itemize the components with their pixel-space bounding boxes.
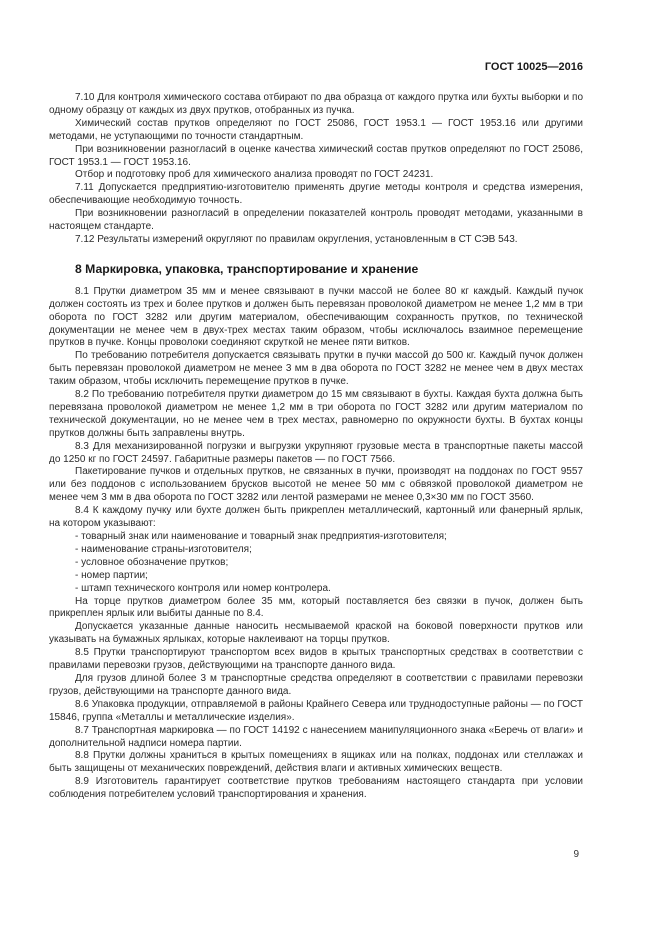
paragraph: 8.1 Прутки диаметром 35 мм и менее связывают в пучки массой не более 80 кг каждый. Каждый пучок должен состоять из трех и более прутков и должен быть перевязан проволокой диаметром не менее 1,2 мм в три оборота по ГОСТ 3282 или другим материалом, обеспечивающим сохранность прутков, по технической документации не менее чем в двух-трех местах таким образом, чтобы исключалось взаимное перемещение прутков в пучке. Концы проволоки соединяют скруткой не менее пяти витков. [49, 285, 583, 349]
list-item: - условное обозначение прутков; [75, 556, 229, 568]
paragraph: 8.6 Упаковка продукции, отправляемой в районы Крайнего Севера или труднодоступные районы — по ГОСТ 15846, группа «Металлы и металлические изделия». [49, 698, 583, 723]
list-item: - наименование страны-изготовителя; [75, 543, 252, 555]
paragraph: Допускается указанные данные наносить несмываемой краской на боковой поверхности прутков или указывать на бумажных ярлыках, которые наклеивают на торцы прутков. [49, 621, 583, 646]
paragraph: Отбор и подготовку проб для химического анализа проводят по ГОСТ 24231. [75, 169, 434, 181]
paragraph: Химический состав прутков определяют по ГОСТ 25086, ГОСТ 1953.1 — ГОСТ 1953.16 или другими методами, не уступающими по точности стандартным. [49, 117, 583, 142]
paragraph: Пакетирование пучков и отдельных прутков, не связанных в пучки, производят на поддонах по ГОСТ 9557 или без поддонов с использованием брусков высотой не менее 50 мм с обвязкой проволокой диаметром не менее чем 3 мм в два оборота по ГОСТ 3282 или лентой размерами не менее 0,3×30 мм по ГОСТ 3560. [49, 466, 583, 504]
paragraph: 8.5 Прутки транспортируют транспортом всех видов в крытых транспортных средствах в соответствии с правилами перевозки грузов, действующими на транспорте данного вида. [49, 647, 583, 672]
document-body [49, 92, 583, 802]
paragraph: По требованию потребителя допускается связывать прутки в пучки массой до 500 кг. Каждый пучок должен быть перевязан проволокой диаметром не менее 3 мм в два оборота по ГОСТ 3282 не менее чем в двух местах таким образом, чтобы исключить перемещение прутков в пучке. [49, 350, 583, 388]
section-heading: 8 Маркировка, упаковка, транспортирование и хранение [75, 261, 419, 276]
page-number: 9 [573, 849, 579, 860]
paragraph: При возникновении разногласий в оценке качества химический состав прутков определяют по ГОСТ 25086, ГОСТ 1953.1 — ГОСТ 1953.16. [49, 143, 583, 168]
paragraph: 8.7 Транспортная маркировка — по ГОСТ 14192 с нанесением манипуляционного знака «Беречь от влаги» и дополнительной надписи номера партии. [49, 724, 583, 749]
list-item: - штамп технического контроля или номер контролера. [75, 582, 331, 594]
paragraph: Для грузов длиной более 3 м транспортные средства определяют в соответствии с правилами перевозки грузов, действующими на транспорте данного вида. [49, 672, 583, 697]
paragraph: 7.11 Допускается предприятию-изготовителю применять другие методы контроля и средства измерения, обеспечивающие необходимую точность. [49, 182, 583, 207]
paragraph: При возникновении разногласий в определении показателей контроль проводят методами, указанными в настоящем стандарте. [49, 208, 583, 233]
paragraph: 7.10 Для контроля химического состава отбирают по два образца от каждого прутка или бухты выборки и по одному образцу от каждых из двух прутков, отобранных из пучка. [49, 92, 583, 116]
document-header: ГОСТ 10025—2016 [484, 61, 583, 73]
list-item: - номер партии; [75, 569, 148, 581]
paragraph: 7.12 Результаты измерений округляют по правилам округления, установленным в СТ СЭВ 543. [75, 233, 518, 245]
paragraph: На торце прутков диаметром более 35 мм, который поставляется без связки в пучок, должен быть прикреплен ярлык или выбиты данные по 8.4. [49, 595, 583, 620]
paragraph: 8.4 К каждому пучку или бухте должен быть прикреплен металлический, картонный или фанерный ярлык, на котором указывают: [49, 505, 583, 530]
paragraph: 8.9 Изготовитель гарантирует соответствие прутков требованиям настоящего стандарта при условии соблюдения потребителем условий транспортирования и хранения. [49, 776, 583, 801]
list-item: - товарный знак или наименование и товарный знак предприятия-изготовителя; [75, 531, 447, 542]
paragraph: 8.3 Для механизированной погрузки и выгрузки укрупняют грузовые места в транспортные пакеты массой до 1250 кг по ГОСТ 24597. Габаритные размеры пакетов — по ГОСТ 7566. [49, 440, 583, 465]
paragraph: 8.2 По требованию потребителя прутки диаметром до 15 мм связывают в бухты. Каждая бухта должна быть перевязана проволокой диаметром не менее 1,2 мм в три оборота по ГОСТ 3282 или другим материалом по технической документации, но не менее чем в трех местах, равномерно по окружности бухты. В бухтах концы прутков должны быть заправлены внутрь. [49, 389, 583, 439]
paragraph: 8.8 Прутки должны храниться в крытых помещениях в ящиках или на полках, поддонах или стеллажах и быть защищены от механических повреждений, действия влаги и активных химических веществ. [49, 750, 583, 775]
